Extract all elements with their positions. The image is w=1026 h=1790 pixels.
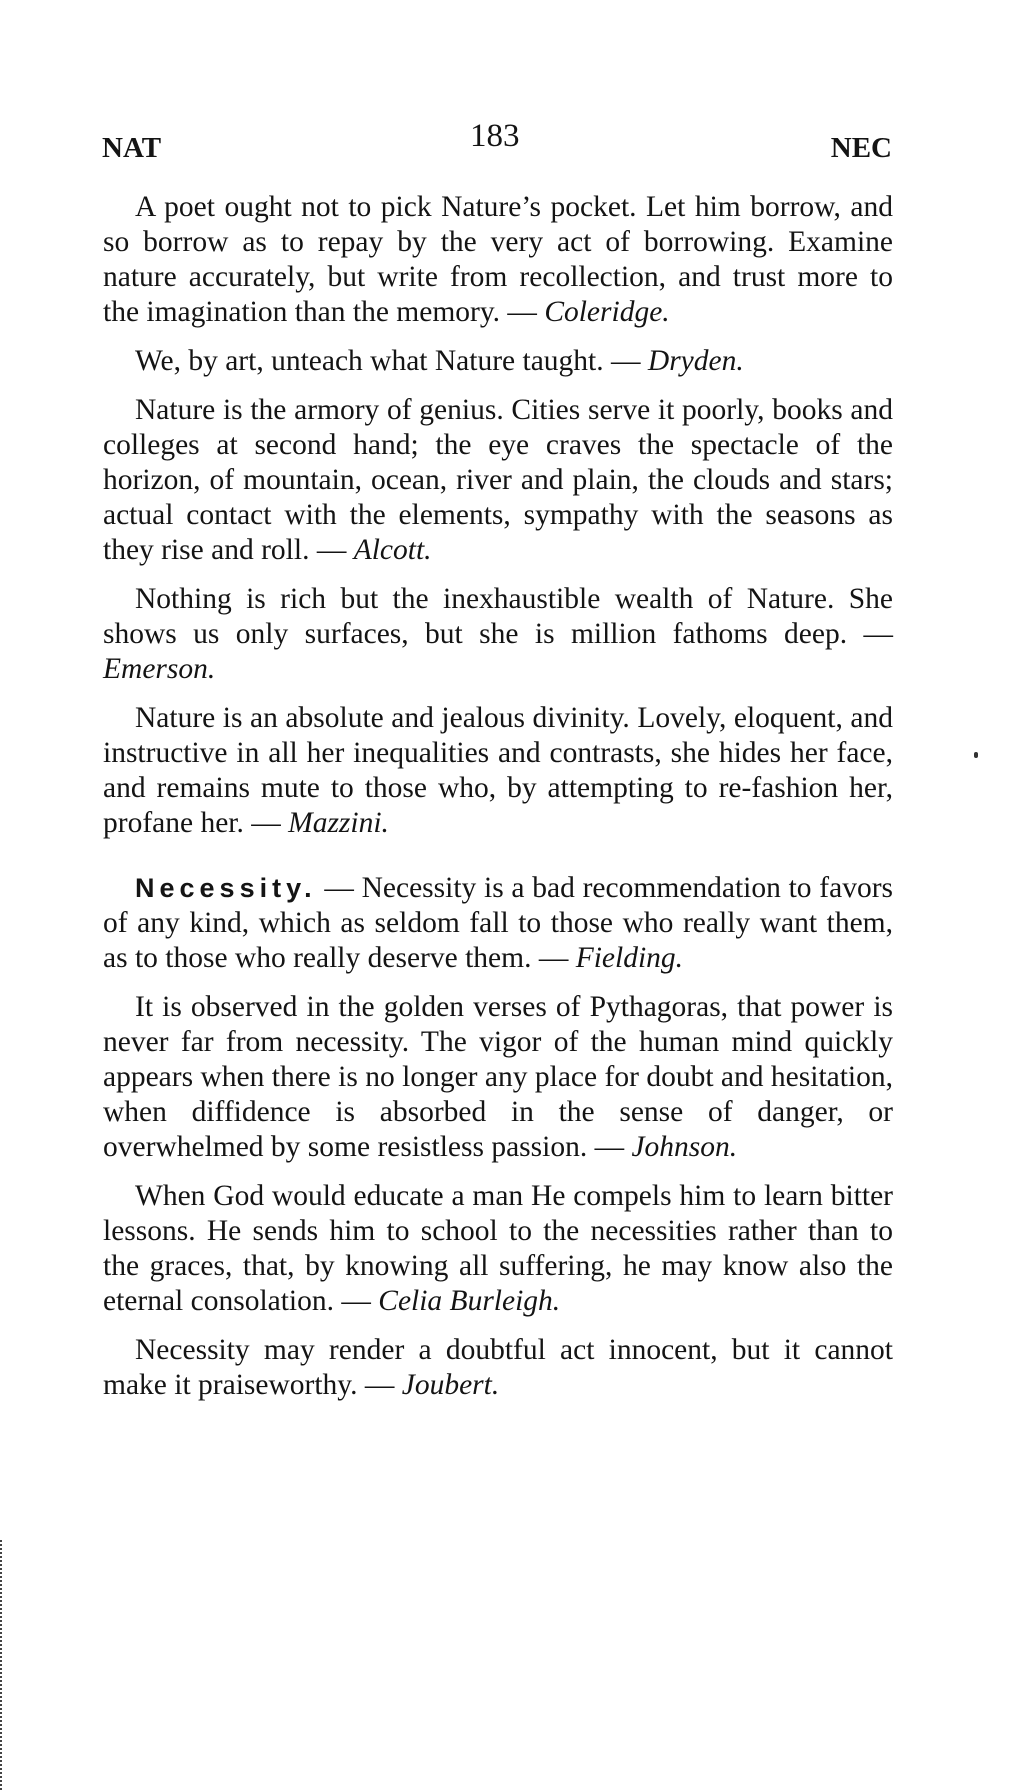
quote-text: A poet ought not to pick Nature’s pocket. Let him borrow, and so borrow as to repay by the very act of borrowing. Examine nature accurately, but write from recollection, and trust more to the imagination than the memory. — [103, 191, 893, 328]
quote-text: — Necessity is a bad recommendation to favors of any kind, which as seldom fall to those who really want them, as to those who really deserve them. — [103, 872, 893, 974]
quote-author: Johnson. [631, 1131, 738, 1163]
header-right-guide-word: NEC [830, 132, 892, 164]
quote-author: Coleridge. [544, 296, 670, 328]
quote-text: It is observed in the golden verses of Pythagoras, that power is never far from necessity. The vigor of the human mind quickly appears when there is no longer any place for doubt and hesitation, when diffidence is absorbed in the sense of danger, or overwhelmed by some resistless passion. — [103, 991, 893, 1163]
section-opening-paragraph [103, 871, 893, 976]
quote-paragraph [103, 582, 893, 687]
quote-paragraph [103, 1179, 893, 1319]
quote-text: When God would educate a man He compels him to learn bitter lessons. He sends him to school to the necessities rather than to the graces, that, by knowing all suffering, he may know also the eternal consolation. — [103, 1180, 893, 1317]
quote-author: Fielding. [575, 942, 684, 974]
quote-paragraph [103, 344, 893, 379]
quote-text: Nature is an absolute and jealous divinity. Lovely, eloquent, and instructive in all her inequalities and contrasts, she hides her face, and remains mute to those who, by attempting to re-fashion her, profane her. — [103, 702, 893, 839]
print-speck [974, 752, 978, 758]
running-header [102, 118, 892, 168]
page-edge-mark [0, 1540, 5, 1790]
quote-author: Emerson. [103, 653, 216, 685]
quote-paragraph [103, 1333, 893, 1403]
page-number: 183 [470, 118, 520, 154]
quote-paragraph [103, 701, 893, 841]
quote-author: Alcott. [353, 534, 432, 566]
quote-text: Nature is the armory of genius. Cities serve it poorly, books and colleges at second hand; the eye craves the spectacle of the horizon, of mountain, ocean, river and plain, the clouds and stars; actual contact with the elements, sympathy with the seasons as they rise and roll. — [103, 394, 893, 566]
page-body [103, 190, 893, 1417]
section-topic-heading: Necessity. [135, 873, 317, 903]
quote-text: Nothing is rich but the inexhaustible wealth of Nature. She shows us only surfaces, but she is million fathoms deep. — [103, 583, 893, 650]
quote-paragraph [103, 190, 893, 330]
quote-author: Joubert. [401, 1369, 500, 1401]
quote-paragraph [103, 990, 893, 1165]
quote-author: Dryden. [647, 345, 744, 377]
quote-author: Celia Burleigh. [378, 1285, 561, 1317]
quote-text: Necessity may render a doubtful act innocent, but it cannot make it praiseworthy. — [103, 1334, 893, 1401]
quote-text: We, by art, unteach what Nature taught. — [135, 345, 648, 377]
quote-paragraph [103, 393, 893, 568]
header-left-guide-word: NAT [102, 132, 162, 164]
quote-author: Mazzini. [288, 807, 389, 839]
